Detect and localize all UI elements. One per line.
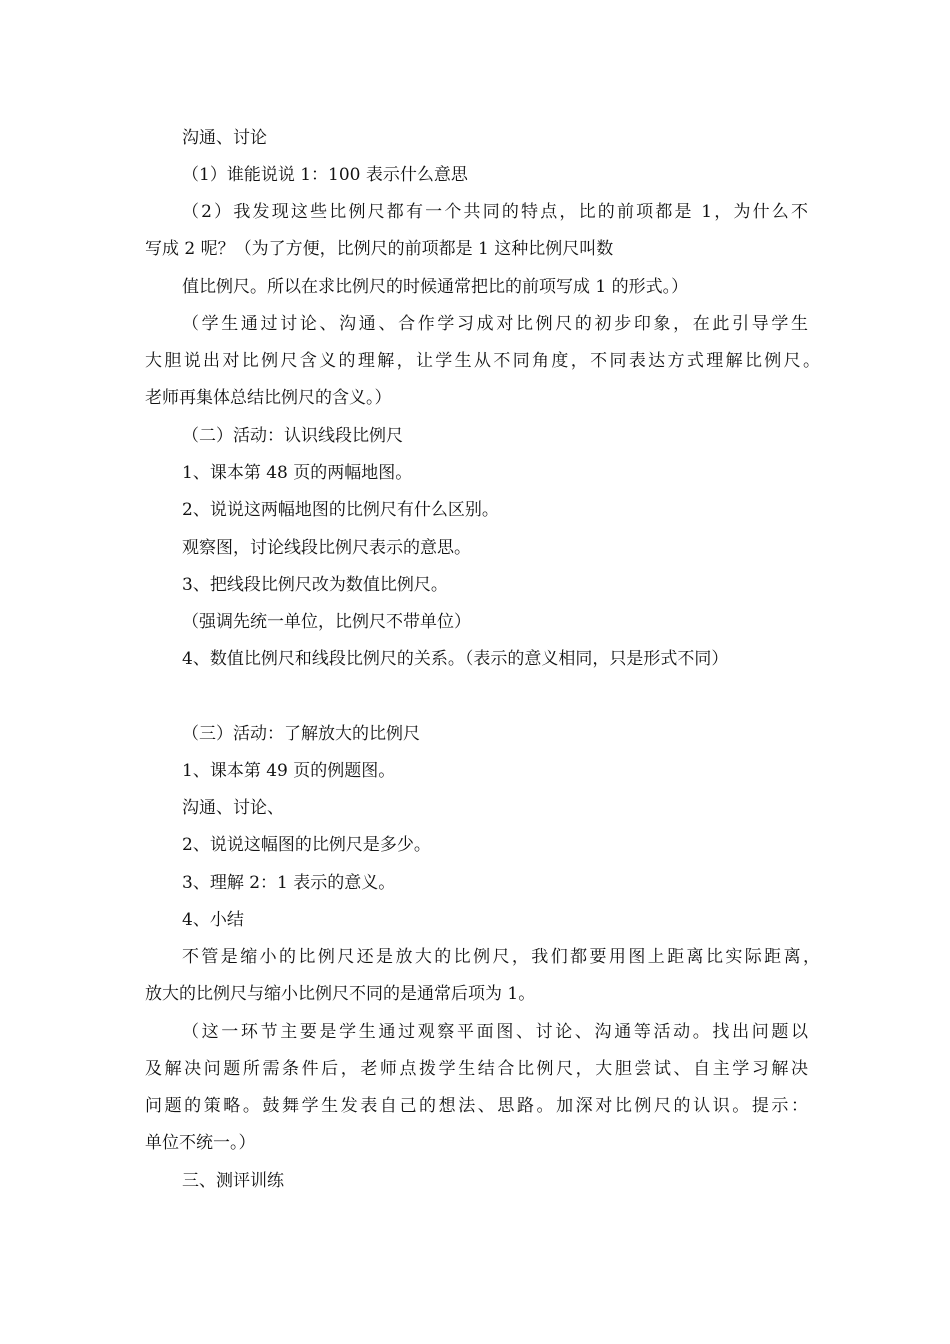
text-line: 观察图，讨论线段比例尺表示的意思。 xyxy=(182,538,471,558)
text-line: 及解决问题所需条件后，老师点拨学生结合比例尺，大胆尝试、自主学习解决 xyxy=(145,1059,808,1079)
text-line: 问题的策略。鼓舞学生发表自己的想法、思路。加深对比例尺的认识。提示： xyxy=(145,1096,808,1116)
text-line: 2、说说这幅图的比例尺是多少。 xyxy=(182,835,431,855)
text-line: （2）我发现这些比例尺都有一个共同的特点，比的前项都是 1，为什么不 xyxy=(182,202,808,222)
text-line: 2、说说这两幅地图的比例尺有什么区别。 xyxy=(182,500,499,520)
text-line: 3、理解 2：1 表示的意义。 xyxy=(182,873,396,893)
text-line: 放大的比例尺与缩小比例尺不同的是通常后项为 1。 xyxy=(145,984,536,1004)
text-line: 大胆说出对比例尺含义的理解，让学生从不同角度，不同表达方式理解比例尺。 xyxy=(145,351,820,371)
text-line: 1、课本第 49 页的例题图。 xyxy=(182,761,396,781)
text-line: 写成 2 呢？（为了方便，比例尺的前项都是 1 这种比例尺叫数 xyxy=(145,239,614,259)
text-line: 1、课本第 48 页的两幅地图。 xyxy=(182,463,413,483)
text-line: 沟通、讨论 xyxy=(182,128,267,148)
text-line: 沟通、讨论、 xyxy=(182,798,284,818)
text-line: （1）谁能说说 1：100 表示什么意思 xyxy=(182,165,468,185)
text-line: 不管是缩小的比例尺还是放大的比例尺，我们都要用图上距离比实际距离， xyxy=(182,947,820,967)
text-line: （学生通过讨论、沟通、合作学习成对比例尺的初步印象，在此引导学生 xyxy=(182,314,808,334)
text-line: 4、小结 xyxy=(182,910,244,930)
text-line: 单位不统一。） xyxy=(145,1133,256,1153)
text-line: 4、数值比例尺和线段比例尺的关系。（表示的意义相同，只是形式不同） xyxy=(182,649,729,669)
section-heading: （二）活动：认识线段比例尺 xyxy=(182,426,403,446)
text-line: （这一环节主要是学生通过观察平面图、讨论、沟通等活动。找出问题以 xyxy=(182,1022,808,1042)
section-heading: （三）活动：了解放大的比例尺 xyxy=(182,724,420,744)
text-line: （强调先统一单位，比例尺不带单位） xyxy=(182,612,471,632)
text-line: 值比例尺。所以在求比例尺的时候通常把比的前项写成 1 的形式。） xyxy=(182,277,689,297)
text-line: 3、把线段比例尺改为数值比例尺。 xyxy=(182,575,448,595)
text-line: 老师再集体总结比例尺的含义。） xyxy=(145,388,392,408)
section-heading: 三、测评训练 xyxy=(182,1171,284,1191)
